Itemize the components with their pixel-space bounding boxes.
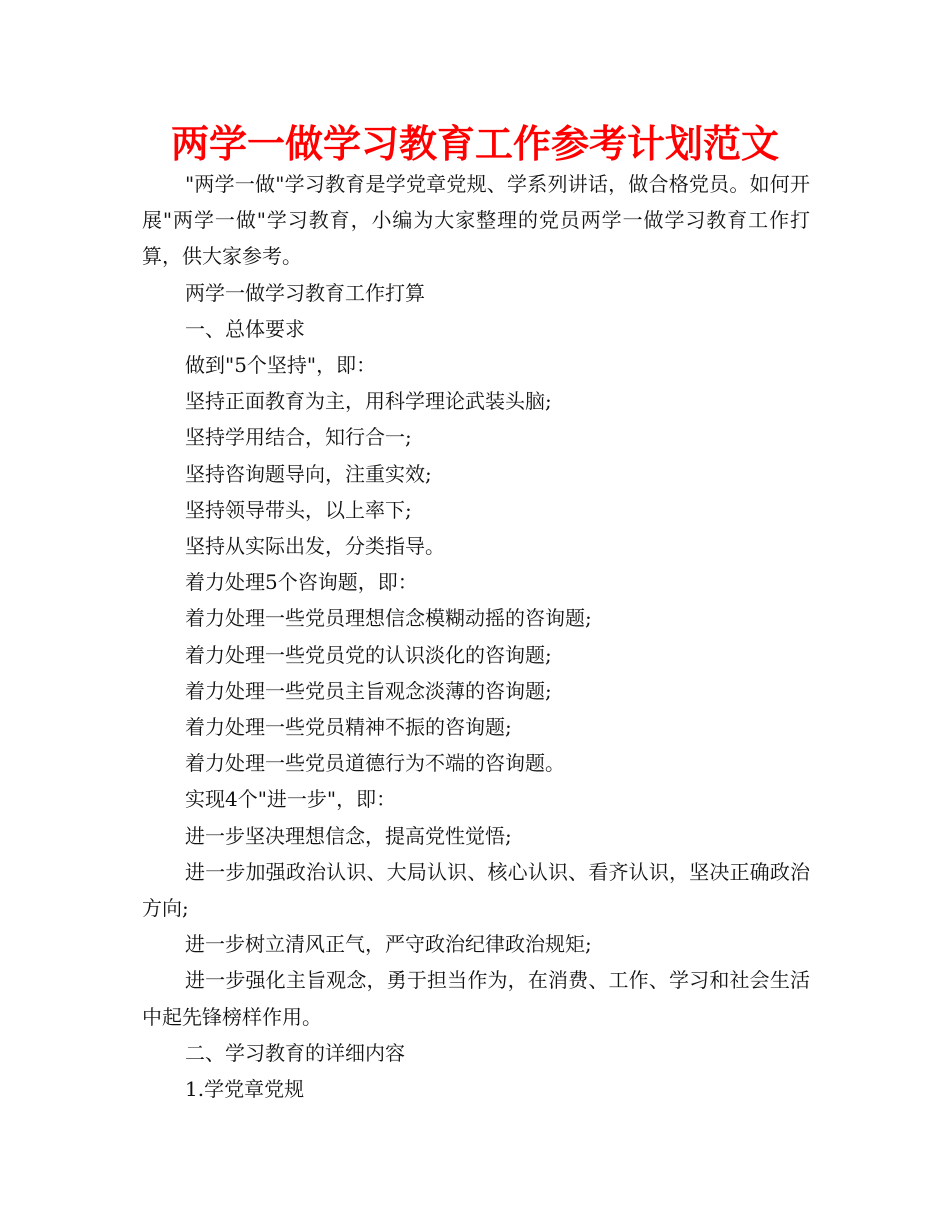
document-title: 两学一做学习教育工作参考计划范文 (170, 122, 779, 166)
list-item: 进一步强化主旨观念，勇于担当作为，在消费、工作、学习和社会生活中起先锋榜样作用。 (142, 968, 810, 1029)
list-item: 进一步加强政治认识、大局认识、核心认识、看齐认识，坚决正确政治方向; (142, 859, 810, 921)
paragraph-five-adherences: 做到"5个坚持"，即： (185, 353, 377, 378)
list-item: 坚持咨询题导向，注重实效; (185, 461, 432, 486)
document-body (142, 166, 810, 1107)
paragraph-four-steps: 实现4个"进一步"，即： (185, 787, 397, 812)
paragraph-intro: "两学一做"学习教育是学党章党规、学系列讲话，做合格党员。如何开展"两学一做"学习教育，小编为大家整理的党员两学一做学习教育工作打算，供大家参考。 (142, 172, 810, 269)
subsection-heading-party-constitution: 1.学党章党规 (185, 1077, 305, 1102)
list-item: 进一步树立清风正气，严守政治纪律政治规矩; (185, 932, 592, 957)
section-heading-general-requirements: 一、总体要求 (185, 316, 305, 341)
list-item: 坚持从实际出发，分类指导。 (185, 534, 445, 559)
list-item: 坚持领导带头，以上率下; (185, 497, 412, 522)
list-item: 着力处理一些党员主旨观念淡薄的咨询题; (185, 678, 552, 703)
list-item: 着力处理一些党员党的认识淡化的咨询题; (185, 642, 552, 667)
list-item: 进一步坚决理想信念，提高党性觉悟; (185, 823, 512, 848)
paragraph-five-issues: 着力处理5个咨询题，即： (185, 570, 418, 595)
list-item: 着力处理一些党员理想信念模糊动摇的咨询题; (185, 606, 592, 631)
list-item: 坚持学用结合，知行合一; (185, 425, 412, 450)
list-item: 坚持正面教育为主，用科学理论武装头脑; (185, 389, 552, 414)
list-item: 着力处理一些党员精神不振的咨询题; (185, 715, 512, 740)
section-heading-detailed-content: 二、学习教育的详细内容 (185, 1040, 405, 1065)
paragraph-plan-heading: 两学一做学习教育工作打算 (185, 280, 425, 305)
list-item: 着力处理一些党员道德行为不端的咨询题。 (185, 751, 565, 776)
